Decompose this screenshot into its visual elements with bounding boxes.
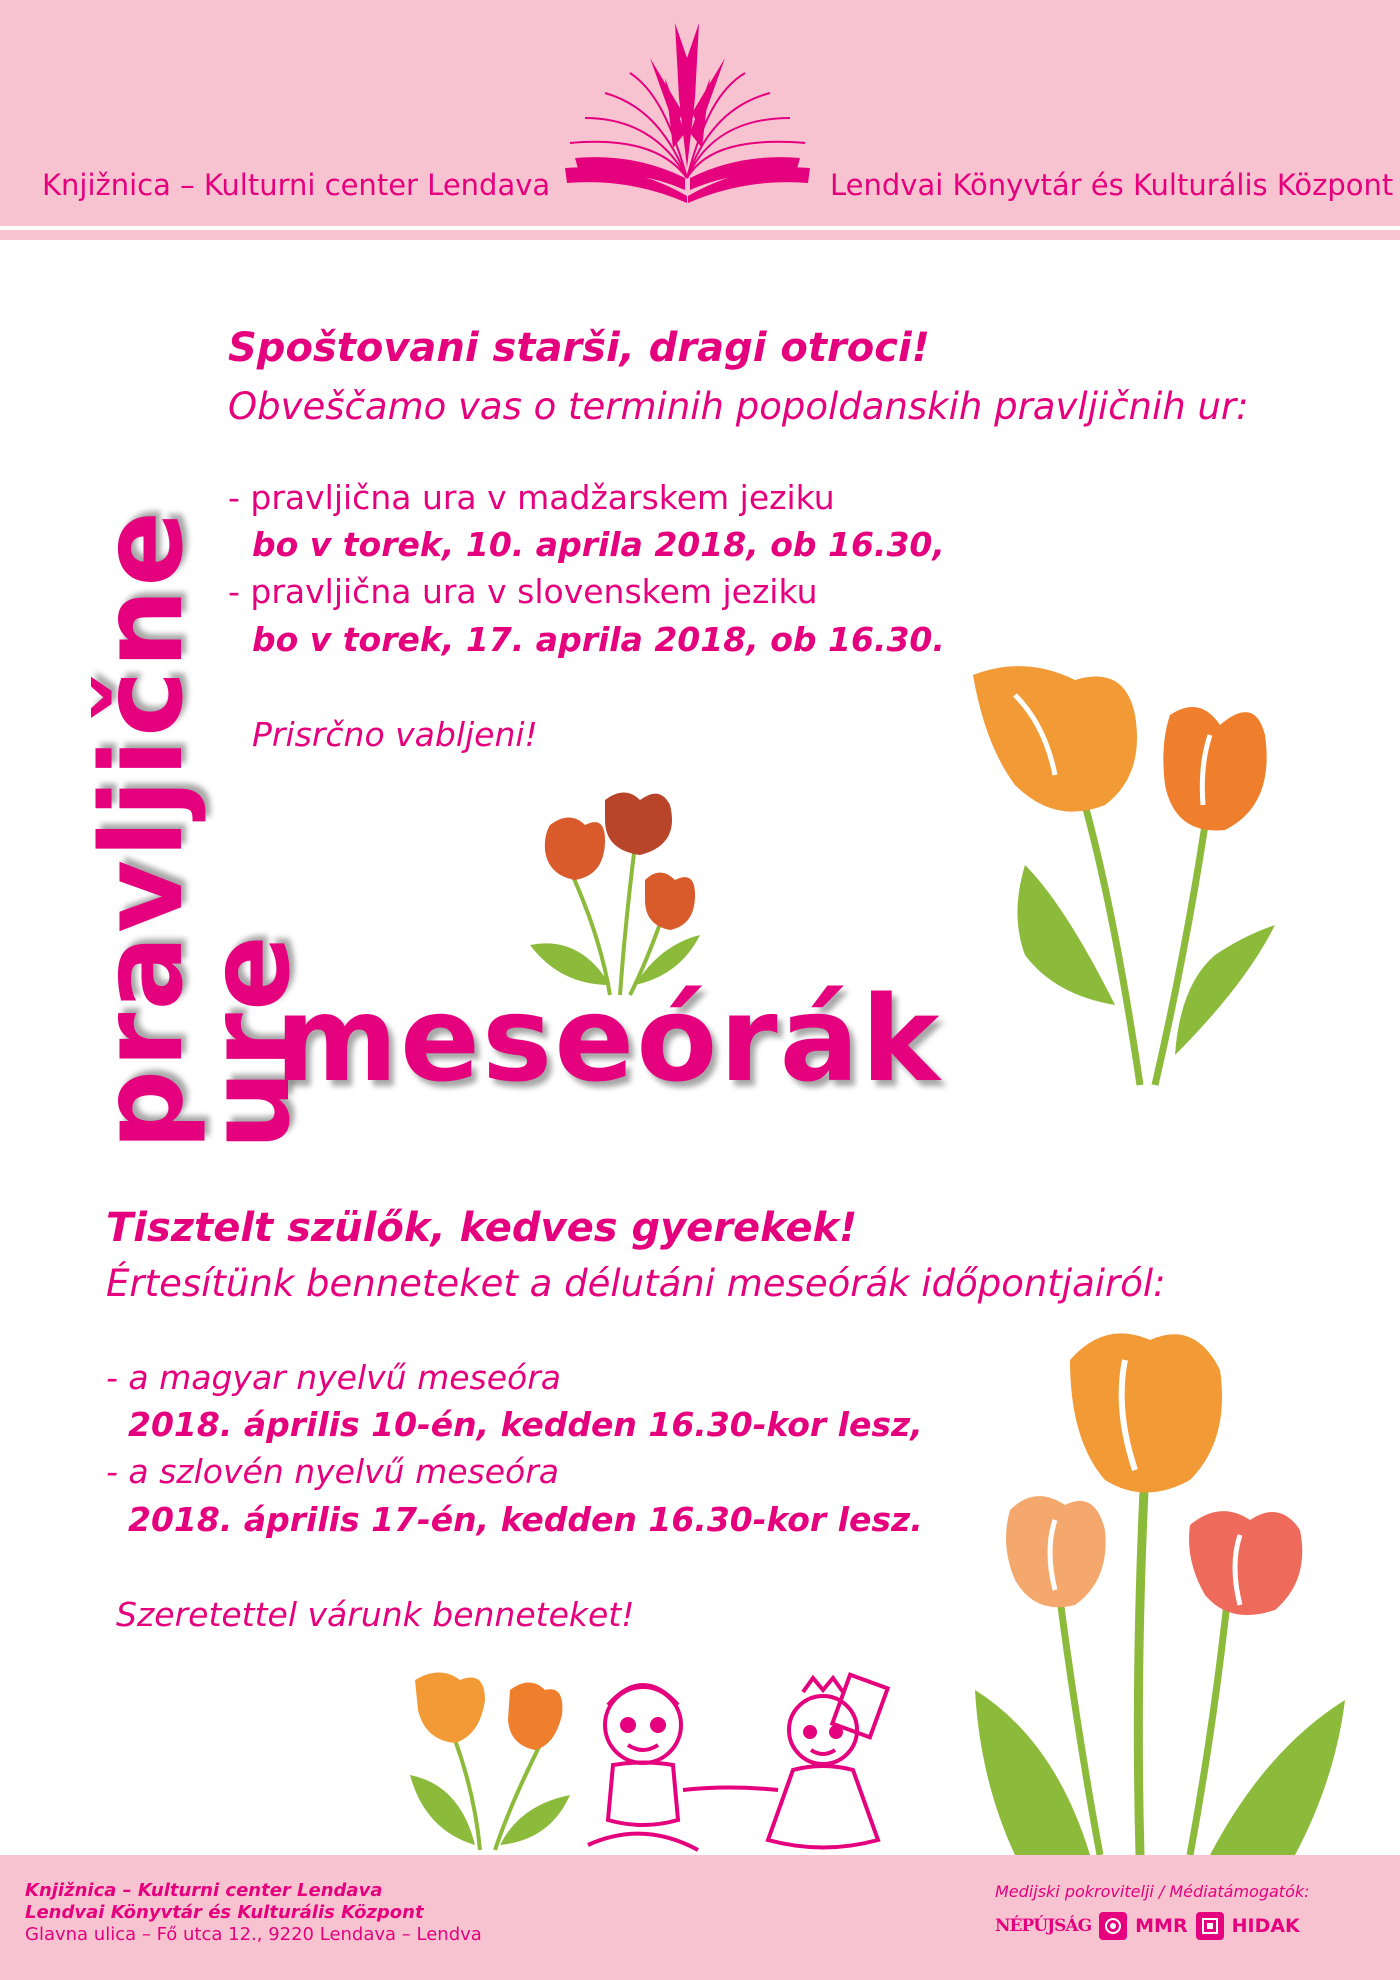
header-left-text: Knjižnica – Kulturni center Lendava [42, 168, 551, 202]
footer-sponsors-label: Medijski pokrovitelji / Médiatámogatók: [995, 1882, 1310, 1901]
hungarian-item-1-date: 2018. április 10-én, kedden 16.30-kor lesz, [128, 1405, 923, 1444]
slovene-item-2-date: bo v torek, 17. aprila 2018, ob 16.30. [252, 620, 945, 659]
hungarian-item-1: - a magyar nyelvű meseóra [106, 1358, 562, 1397]
sponsor-nepujsag-logo: NÉPÚJSÁG [995, 1916, 1092, 1936]
slovene-item-1-date: bo v torek, 10. aprila 2018, ob 16.30, [252, 525, 945, 564]
vertical-title-pravljicne [78, 350, 208, 1150]
title-pravljicne: pravljične [78, 508, 208, 1150]
slovene-closing: Prisrčno vabljeni! [252, 715, 538, 754]
sponsor-hidak-logo: HIDAK [1231, 1915, 1300, 1937]
sponsor-mmr-icon [1099, 1912, 1127, 1940]
hungarian-heading: Tisztelt szülők, kedves gyerekek! [106, 1205, 858, 1251]
footer-org-line-2: Lendvai Könyvtár és Kulturális Központ [25, 1902, 424, 1923]
sponsor-hidak-icon [1196, 1912, 1224, 1940]
library-book-logo-icon [555, 18, 820, 203]
tulip-pair-top-right-icon [955, 655, 1305, 1100]
title-meseorak: meseórák [275, 970, 942, 1108]
tulip-pair-bottom-small-icon [400, 1665, 575, 1855]
slovene-heading: Spoštovani starši, dragi otroci! [228, 325, 930, 371]
title-ure: ure [185, 933, 315, 1150]
header-stripe [0, 226, 1400, 240]
header-right-text: Lendvai Könyvtár és Kulturális Központ [830, 168, 1394, 202]
footer-org-line-1: Knjižnica – Kulturni center Lendava [25, 1880, 383, 1901]
hungarian-intro: Értesítünk benneteket a délutáni meseórák időpontjairól: [106, 1262, 1166, 1305]
sponsor-logos [995, 1912, 1300, 1940]
slovene-intro: Obveščamo vas o terminih popoldanskih pravljičnih ur: [228, 385, 1249, 428]
hungarian-item-2-date: 2018. április 17-én, kedden 16.30-kor lesz. [128, 1500, 923, 1539]
hungarian-closing: Szeretettel várunk benneteket! [116, 1595, 635, 1634]
slovene-item-2: - pravljična ura v slovenskem jeziku [228, 572, 818, 611]
tulip-trio-middle-icon [520, 785, 720, 1000]
slovene-item-1: - pravljična ura v madžarskem jeziku [228, 478, 835, 517]
children-reading-illustration-icon [578, 1670, 898, 1870]
sponsor-mmr-logo: MMR [1135, 1915, 1188, 1937]
hungarian-item-2: - a szlovén nyelvű meseóra [106, 1452, 559, 1491]
tulip-trio-bottom-right-icon [975, 1320, 1345, 1855]
footer-address: Glavna ulica – Fő utca 12., 9220 Lendava – Lendva [25, 1924, 482, 1945]
